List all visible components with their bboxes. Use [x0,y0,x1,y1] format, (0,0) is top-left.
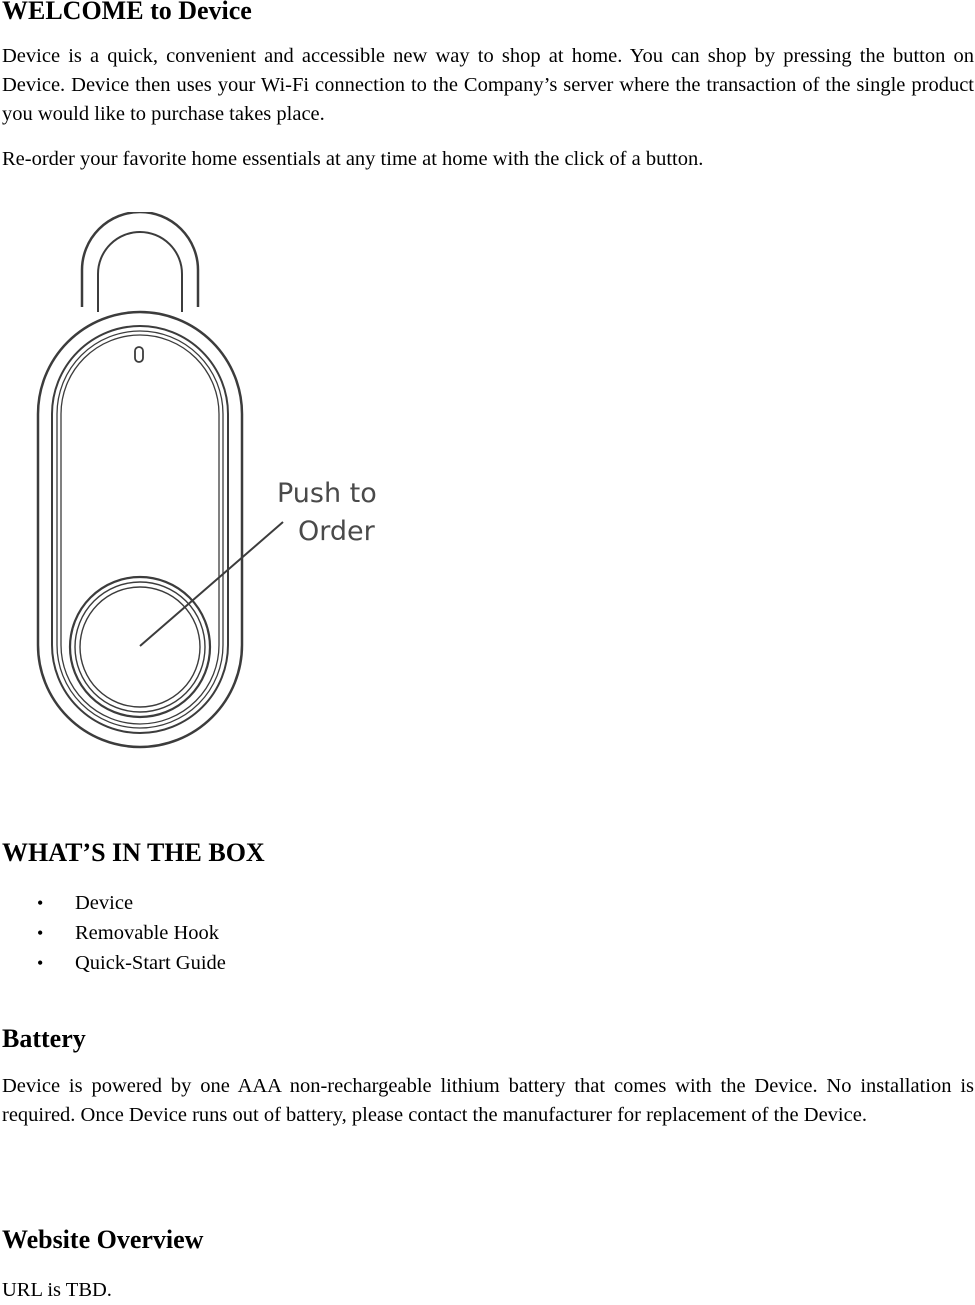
list-item [0,948,226,978]
callout-label-line1: Push to [277,478,377,509]
list-item-label: Quick-Start Guide [75,952,226,974]
bullet-icon: • [37,953,44,973]
whats-in-box-heading: WHAT’S IN THE BOX [2,838,265,867]
url-paragraph: URL is TBD. [2,1279,112,1301]
website-heading: Website Overview [2,1225,204,1254]
list-item [0,918,226,948]
list-item-label: Device [75,892,134,914]
callout-label-line2: Order [298,516,375,547]
led-indicator [135,347,143,362]
bullet-icon: • [37,923,44,943]
box-contents-list [0,888,226,978]
callout-line [140,522,283,646]
battery-paragraph: Device is powered by one AAA non-rechargeable lithium battery that comes with the Device. No installation is required. Once Device runs out of battery, please contact the manufacturer for replacement of the Device. [2,1075,974,1126]
intro-paragraph: Device is a quick, convenient and accessible new way to shop at home. You can shop by pressing the button on Device. Device then uses your Wi-Fi connection to the Company’s server where the transaction of the single product you would like to purchase takes place. [2,45,974,125]
order-button [70,577,210,717]
list-item [0,888,226,918]
bullet-icon: • [37,893,44,913]
welcome-heading: WELCOME to Device [2,0,252,25]
list-item-label: Removable Hook [75,922,220,944]
device-outer-shell [38,312,242,747]
battery-heading: Battery [2,1024,86,1053]
device-body [38,212,242,747]
device-illustration [30,212,390,757]
reorder-paragraph: Re-order your favorite home essentials at any time at home with the click of a button. [2,148,704,170]
